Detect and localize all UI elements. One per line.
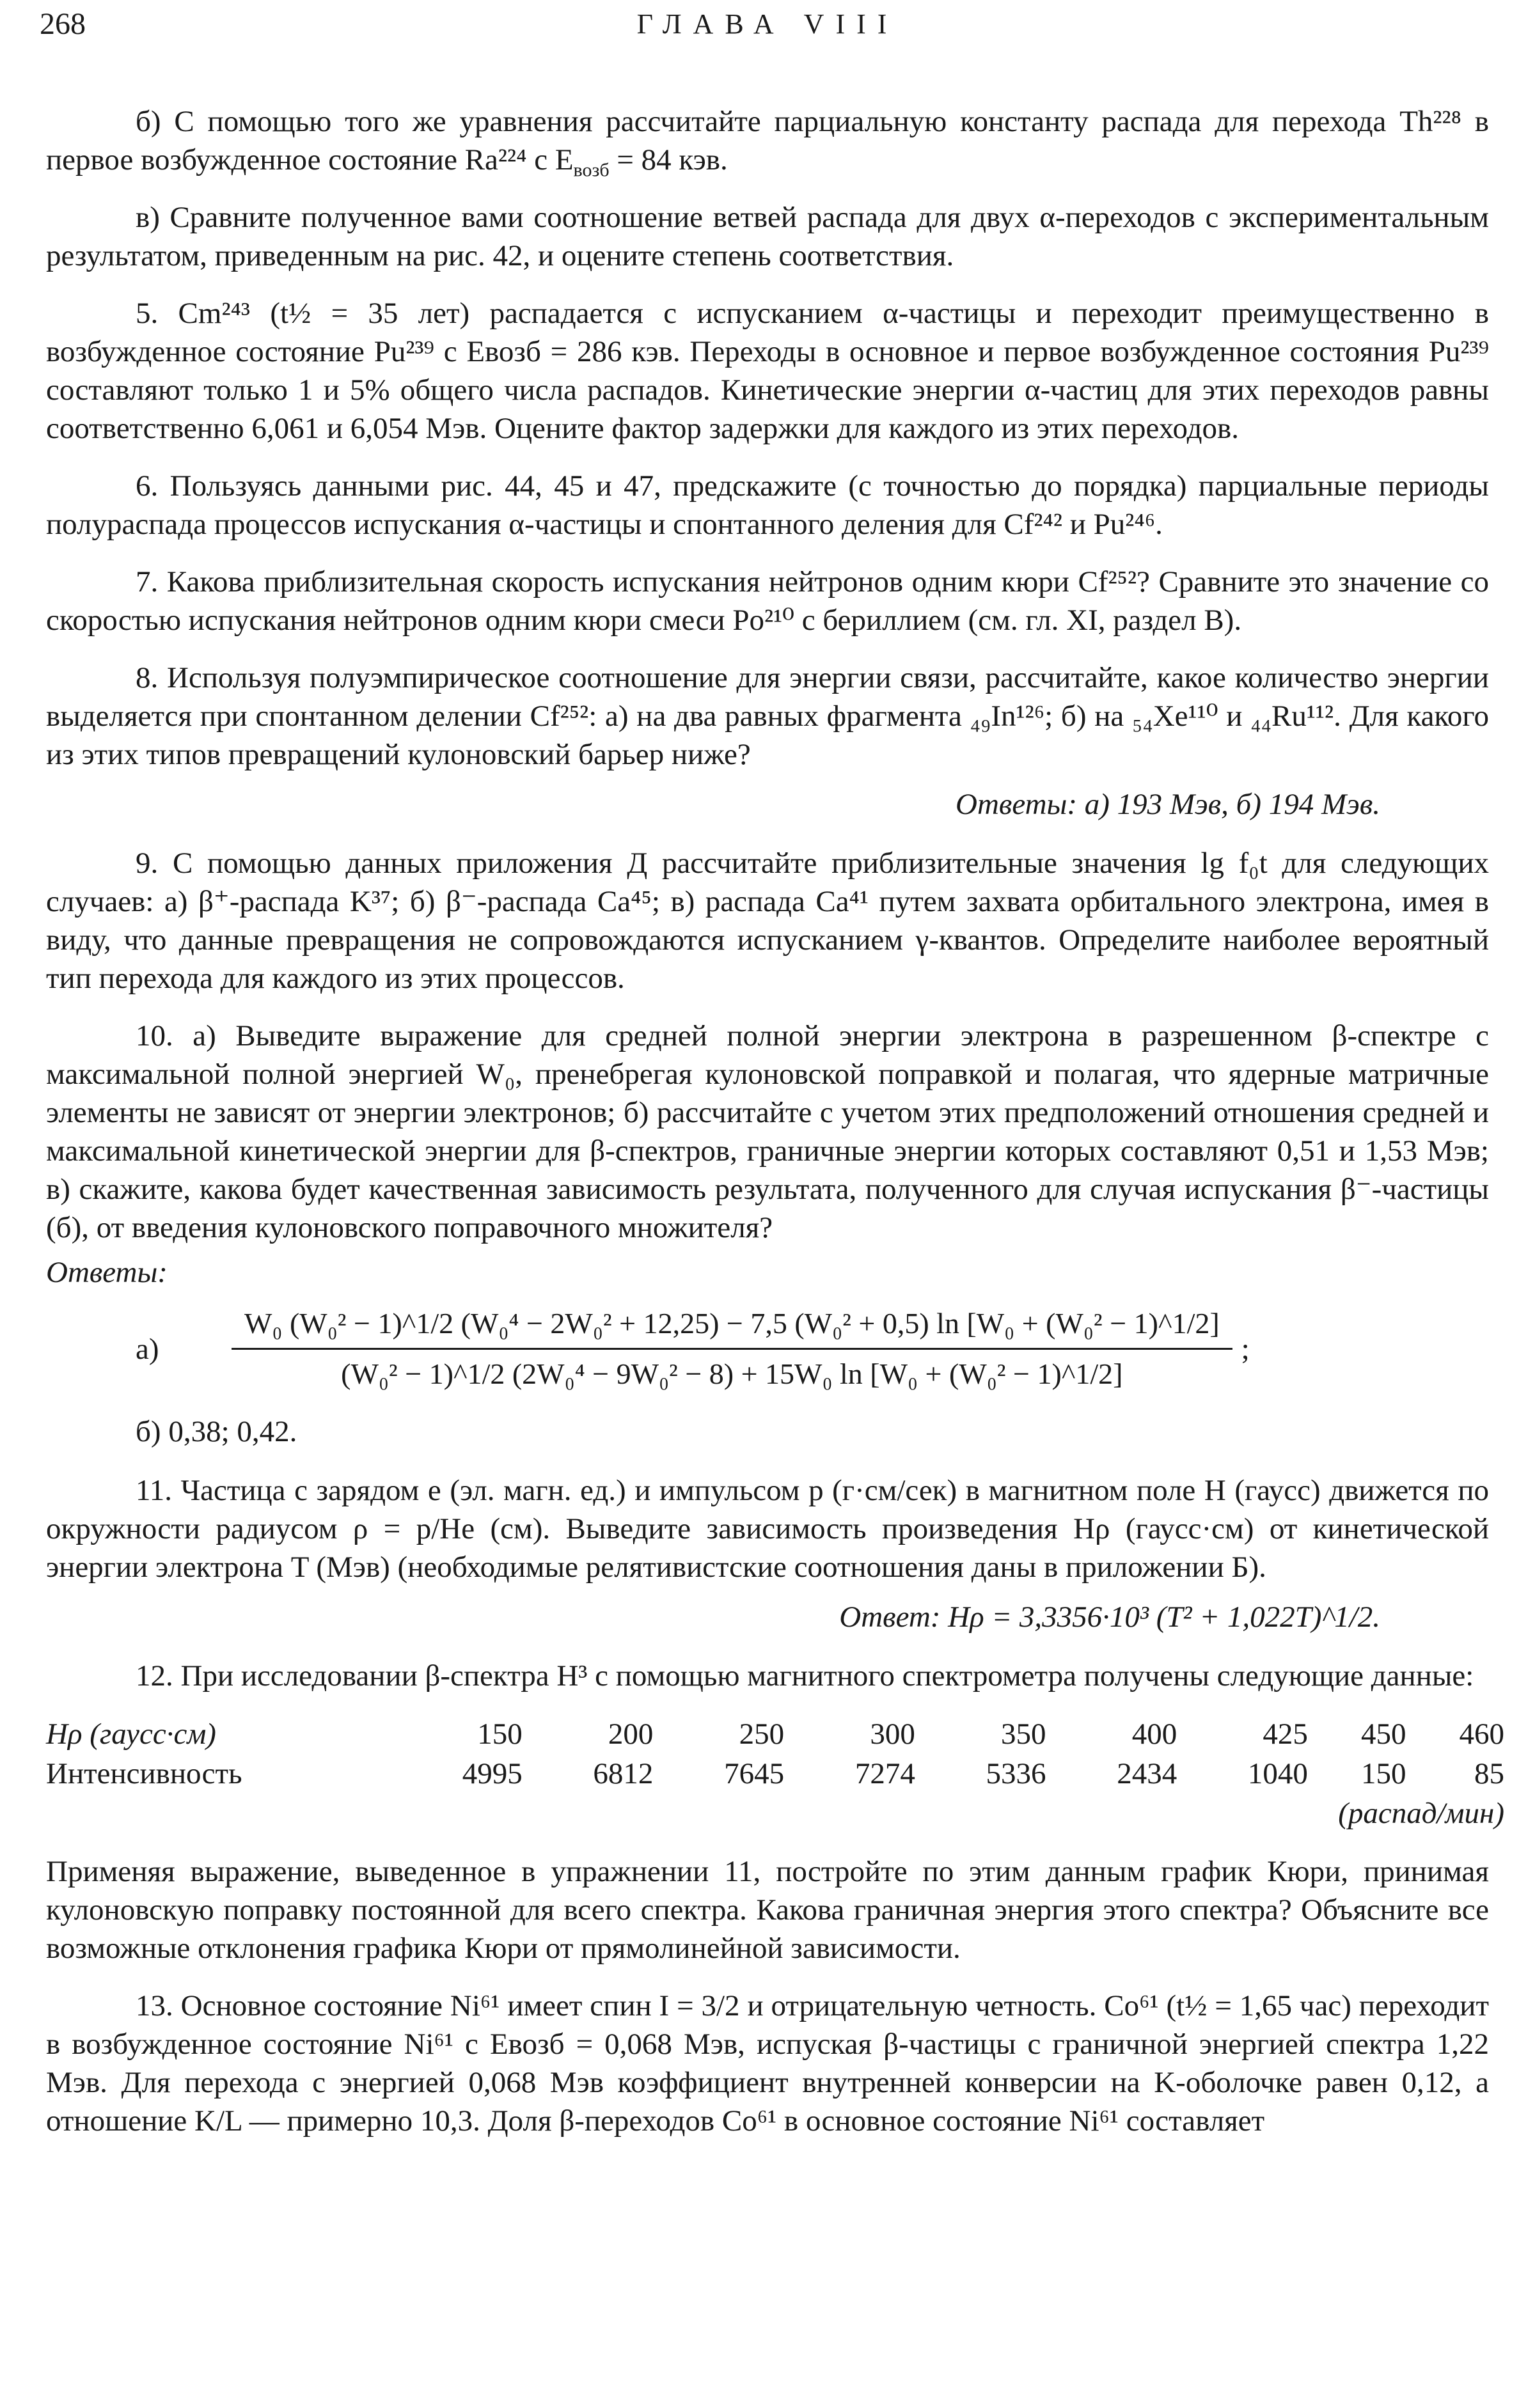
problem-11: 11. Частица с зарядом e (эл. магн. ед.) и импульсом p (г·см/сек) в магнитном поле H (гаусс) движется по окружности радиусом ρ = p/He (см). Выведите зависимость произведения Hρ (гаусс·см) от кинетической энергии электрона T (Мэв) (необходимые релятивистские соотношения даны в приложении Б). [46, 1474, 1489, 1584]
problem-10: 10. а) Выведите выражение для средней полной энергии электрона в разрешенном β-спектре с максимальной полной энергией W₀, пренебрегая кулоновской поправкой и полагая, что ядерные матричные элементы не зависят от энергии электронов; б) рассчитайте с учетом этих предположений отношения средней и максимальной кинетической энергии для β-спектров, граничные энергии которых составляют 0,51 и 1,53 Мэв; в) скажите, какова будет качественная зависимость результата, полученного для случая испускания β⁻-частицы (б), от введения кулоновского поправочного множителя? [46, 1019, 1489, 1244]
problem-6: 6. Пользуясь данными рис. 44, 45 и 47, предскажите (с точностью до порядка) парциальные периоды полураспада процессов испускания α-частицы и спонтанного деления для Cf²⁴² и Pu²⁴⁶. [46, 469, 1489, 541]
problem-10-answers-label: Ответы: [46, 1256, 168, 1289]
table-cell: 450 [1360, 1717, 1406, 1751]
problem-11-answer: Ответ: Hρ = 3,3356·10³ (T² + 1,022T)^1/2. [839, 1600, 1380, 1634]
chapter-title: ГЛАВА VIII [636, 8, 899, 40]
formula-numerator: W₀ (W₀² − 1)^1/2 (W₀⁴ − 2W₀² + 12,25) − 7,5 (W₀² + 0,5) ln [W₀ + (W₀² − 1)^1/2] [244, 1307, 1220, 1340]
problem-9: 9. С помощью данных приложения Д рассчитайте приблизительные значения lg f₀t для следующих случаев: а) β⁺-распада K³⁷; б) β⁻-распада Ca⁴⁵; в) распада Ca⁴¹ путем захвата орбитального электрона, имея в виду, что данные превращения не сопровождаются испусканием γ-квантов. Определите наиболее вероятный тип перехода для каждого из этих процессов. [46, 847, 1489, 995]
formula-label: а) [136, 1332, 159, 1366]
spectrum-data-table [46, 1714, 1504, 1833]
row-label-intensity: Интенсивность [46, 1757, 242, 1790]
table-row [46, 1714, 1504, 1754]
table-cell: 425 [1263, 1717, 1308, 1751]
formula-denominator: (W₀² − 1)^1/2 (2W₀⁴ − 9W₀² − 8) + 15W₀ ln [W₀ + (W₀² − 1)^1/2] [341, 1357, 1123, 1390]
problem-5: 5. Cm²⁴³ (t½ = 35 лет) распадается с испусканием α-частицы и переходит преимущественно в возбужденное состояние Pu²³⁹ с Eвозб = 286 кэв. Переходы в основное и первое возбужденное состояния Pu²³⁹ составляют только 1 и 5% общего числа распадов. Кинетические энергии α-частиц для этих переходов равны соответственно 6,061 и 6,054 Мэв. Оцените фактор задержки для каждого из этих переходов. [46, 297, 1489, 445]
page-body [46, 102, 1504, 2159]
row-unit-label: (распад/мин) [1338, 1797, 1504, 1830]
problem-4c: в) Сравните полученное вами соотношение ветвей распада для двух α-переходов с экспериментальным результатом, приведенным на рис. 42, и оцените степень соответствия. [46, 201, 1489, 272]
problem-10-formula [46, 1304, 1489, 1393]
table-cell: 1040 [1247, 1757, 1308, 1790]
table-row [46, 1754, 1504, 1794]
row-label-hrho: Hρ (гаусс·см) [46, 1717, 216, 1751]
table-cell: 6812 [593, 1757, 654, 1790]
table-cell: 5336 [986, 1757, 1046, 1790]
table-cell: 85 [1474, 1757, 1504, 1790]
table-row [46, 1794, 1504, 1833]
table-cell: 350 [1001, 1717, 1046, 1751]
problem-7: 7. Какова приблизительная скорость испускания нейтронов одним кюри Cf²⁵²? Сравните это значение со скоростью испускания нейтронов одним кюри смеси Po²¹⁰ с бериллием (см. гл. XI, раздел В). [46, 565, 1489, 637]
table-cell: 7645 [724, 1757, 785, 1790]
problem-8-answer: Ответы: а) 193 Мэв, б) 194 Мэв. [956, 788, 1380, 821]
page-header [19, 5, 1516, 50]
table-cell: 150 [477, 1717, 523, 1751]
table-cell: 400 [1131, 1717, 1177, 1751]
table-cell: 2434 [1117, 1757, 1177, 1790]
table-cell: 4995 [462, 1757, 523, 1790]
problem-13: 13. Основное состояние Ni⁶¹ имеет спин I = 3/2 и отрицательную четность. Co⁶¹ (t½ = 1,65 час) переходит в возбужденное состояние Ni⁶¹ с Eвозб = 0,068 Мэв, испуская β-частицы с граничной энергией спектра 1,22 Мэв. Для перехода с энергией 0,068 Мэв коэффициент внутренней конверсии на K-оболочке равен 0,12, а отношение K/L — примерно 10,3. Доля β-переходов Co⁶¹ в основное состояние Ni⁶¹ составляет [46, 1989, 1489, 2138]
table-cell: 200 [608, 1717, 654, 1751]
problem-12: 12. При исследовании β-спектра H³ с помощью магнитного спектрометра получены следующие данные: [136, 1659, 1474, 1693]
page-number: 268 [40, 7, 86, 41]
table-cell: 250 [739, 1717, 785, 1751]
table-cell: 150 [1360, 1757, 1406, 1790]
problem-10-answer-b: б) 0,38; 0,42. [136, 1415, 297, 1448]
table-cell: 460 [1459, 1717, 1504, 1751]
table-cell: 300 [870, 1717, 915, 1751]
formula-end: ; [1241, 1332, 1250, 1366]
formula-fraction [232, 1304, 1232, 1393]
problem-8: 8. Используя полуэмпирическое соотношение для энергии связи, рассчитайте, какое количество энергии выделяется при спонтанном делении Cf²⁵²: а) на два равных фрагмента ₄₉In¹²⁶; б) на ₅₄Xe¹¹⁰ и ₄₄Ru¹¹². Для какого из этих типов превращений кулоновский барьер ниже? [46, 661, 1489, 771]
problem-12-continuation: Применяя выражение, выведенное в упражнении 11, постройте по этим данным график Кюри, принимая кулоновскую поправку постоянной для всего спектра. Какова граничная энергия этого спектра? Объясните все возможные отклонения графика Кюри от прямолинейной зависимости. [46, 1855, 1489, 1965]
table-cell: 7274 [854, 1757, 915, 1790]
problem-4b: б) С помощью того же уравнения рассчитайте парциальную константу распада для перехода Th²²⁸ в первое возбужденное состояние Ra²²⁴ с $E_{возб} = 84$ кэв. [46, 105, 1489, 181]
